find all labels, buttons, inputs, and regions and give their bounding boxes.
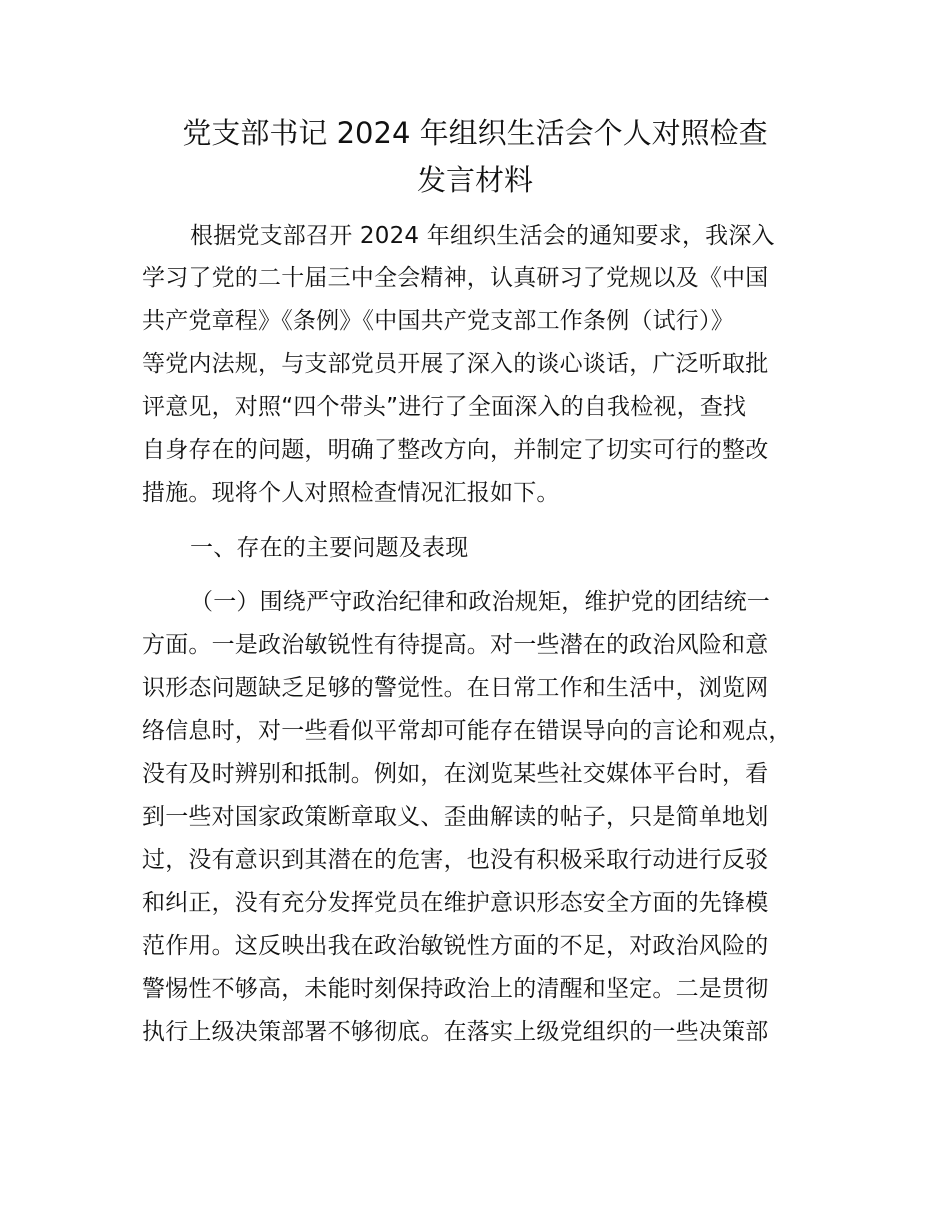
document-title-line-1: 党支部书记 2024 年组织生活会个人对照检查 bbox=[182, 116, 768, 150]
section-heading: 一、存在的主要问题及表现 bbox=[190, 535, 469, 561]
body-line: 评意见，对照“四个带头”进行了全面深入的自我检视，查找 bbox=[142, 394, 747, 420]
body-line: 识形态问题缺乏足够的警觉性。在日常工作和生活中，浏览网 bbox=[142, 675, 769, 701]
body-line: 范作用。这反映出我在政治敏锐性方面的不足，对政治风险的 bbox=[142, 933, 769, 959]
body-line: 过，没有意识到其潜在的危害，也没有积极采取行动进行反驳 bbox=[142, 847, 769, 873]
body-line: 没有及时辨别和抵制。例如，在浏览某些社交媒体平台时，看 bbox=[142, 761, 769, 787]
body-line: 到一些对国家政策断章取义、歪曲解读的帖子，只是简单地划 bbox=[142, 804, 769, 830]
body-line: 学习了党的二十届三中全会精神，认真研习了党规以及《中国 bbox=[142, 265, 769, 291]
body-line: 根据党支部召开 2024 年组织生活会的通知要求，我深入 bbox=[190, 223, 775, 249]
body-line: 警惕性不够高，未能时刻保持政治上的清醒和坚定。二是贯彻 bbox=[142, 976, 769, 1002]
body-line: （一）围绕严守政治纪律和政治规矩，维护党的团结统一 bbox=[190, 589, 770, 615]
document-title-line-2: 发言材料 bbox=[416, 163, 533, 197]
body-line: 措施。现将个人对照检查情况汇报如下。 bbox=[142, 480, 560, 506]
body-line: 自身存在的问题，明确了整改方向，并制定了切实可行的整改 bbox=[142, 437, 769, 463]
body-line: 络信息时，对一些看似平常却可能存在错误导向的言论和观点， bbox=[142, 718, 792, 744]
body-line: 方面。一是政治敏锐性有待提高。对一些潜在的政治风险和意 bbox=[142, 632, 769, 658]
body-line: 共产党章程》《条例》《中国共产党支部工作条例（试行）》 bbox=[142, 308, 734, 334]
body-line: 等党内法规，与支部党员开展了深入的谈心谈话，广泛听取批 bbox=[142, 351, 769, 377]
body-line: 和纠正，没有充分发挥党员在维护意识形态安全方面的先锋模 bbox=[142, 890, 769, 916]
body-line: 执行上级决策部署不够彻底。在落实上级党组织的一些决策部 bbox=[142, 1019, 769, 1045]
